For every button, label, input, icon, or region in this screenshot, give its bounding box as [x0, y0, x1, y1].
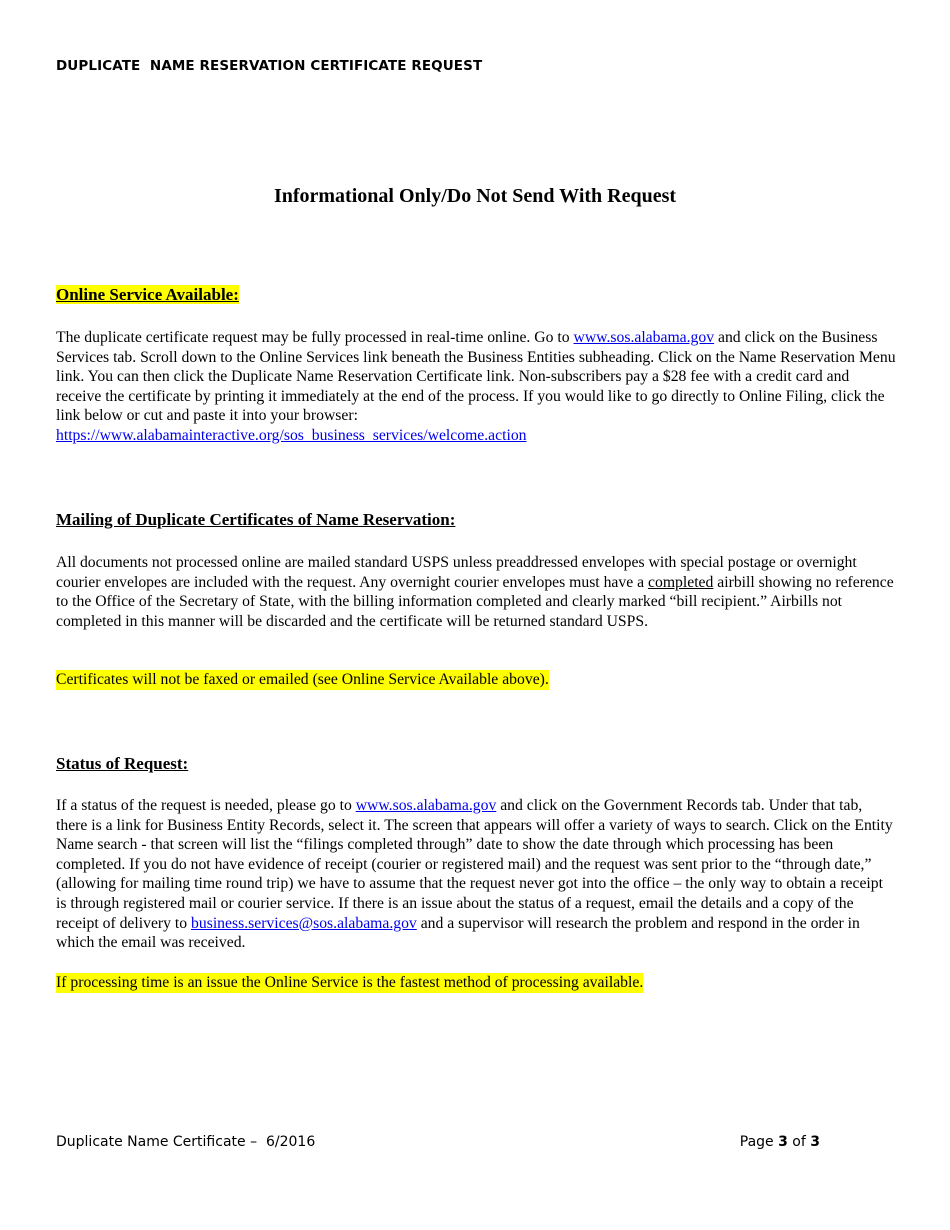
sos-website-link[interactable]: www.sos.alabama.gov [573, 329, 715, 346]
page-label: Page [739, 1134, 779, 1150]
mailing-heading: Mailing of Duplicate Certificates of Name Reservation: [56, 510, 456, 529]
status-paragraph [56, 796, 896, 953]
page-total: 3 [810, 1134, 820, 1150]
online-text-1: The duplicate certificate request may be fully processed in real-time online. Go to [56, 329, 574, 346]
status-text-3: and a supervisor will research the problem and respond in the order in which the email was received. [56, 914, 860, 952]
online-service-heading [56, 285, 239, 305]
online-text-2: and click on the Business Services tab. Scroll down to the Online Services link beneath the Business Entities subheading. Click on the Name Reservation Menu link. You can then click the Duplicate Name Reservation Certificate link. Non-subscribers pay a $28 fee with a credit card and receive the certificate by printing it immediately at the end of the process. If you would like to go directly to Online Filing, click the link below or cut and paste it into your browser: [56, 329, 896, 425]
sos-website-link-2[interactable]: www.sos.alabama.gov [355, 797, 497, 814]
online-service-paragraph [56, 328, 896, 446]
footer-document-label: Duplicate Name Certificate – 6/2016 [56, 1134, 316, 1150]
mailing-text-2: airbill showing no reference to the Office of the Secretary of State, with the billing information completed and clearly marked “bill recipient.” Airbills not completed in this manner will be discarded and the certificate will be returned standard USPS. [56, 573, 894, 630]
online-filing-link[interactable]: https://www.alabamainteractive.org/sos_business_services/welcome.action [56, 426, 527, 444]
page-current: 3 [778, 1134, 788, 1150]
status-text-2: and click on the Government Records tab. Under that tab, there is a link for Business Entity Records, select it. The screen that appears will offer a variety of ways to search. Click on the Entity Name search - that screen will list the “filings completed through” date to show the date through which processing has been completed. If you do not have evidence of receipt (courier or registered mail) and the request was sent prior to the “through date,” (allowing for mailing time round trip) we have to assume that the request never got into the office – the only way to obtain a receipt is through registered mail or courier service. If there is an issue about the status of a request, email the details and a copy of the receipt of delivery to [56, 797, 893, 932]
status-text-1: If a status of the request is needed, please go to [56, 797, 356, 814]
processing-time-notice: If processing time is an issue the Online Service is the fastest method of processing available. [56, 974, 644, 991]
business-services-email-link[interactable]: business.services@sos.alabama.gov [191, 914, 417, 932]
status-heading: Status of Request: [56, 754, 189, 773]
page-of: of [787, 1134, 811, 1150]
online-service-heading-text: Online Service Available: [56, 285, 239, 304]
footer-page-number [740, 1134, 820, 1150]
main-title: Informational Only/Do Not Send With Request [273, 185, 677, 207]
mailing-paragraph [56, 553, 896, 631]
mailing-text-1: All documents not processed online are mailed standard USPS unless preaddressed envelopes with special postage or overnight courier envelopes are included with the request. Any overnight courier envelopes must have a [56, 554, 857, 591]
no-fax-notice: Certificates will not be faxed or emailed (see Online Service Available above). [56, 671, 549, 688]
page-header: DUPLICATE NAME RESERVATION CERTIFICATE REQUEST [56, 58, 483, 74]
completed-underlined: completed [648, 573, 714, 591]
